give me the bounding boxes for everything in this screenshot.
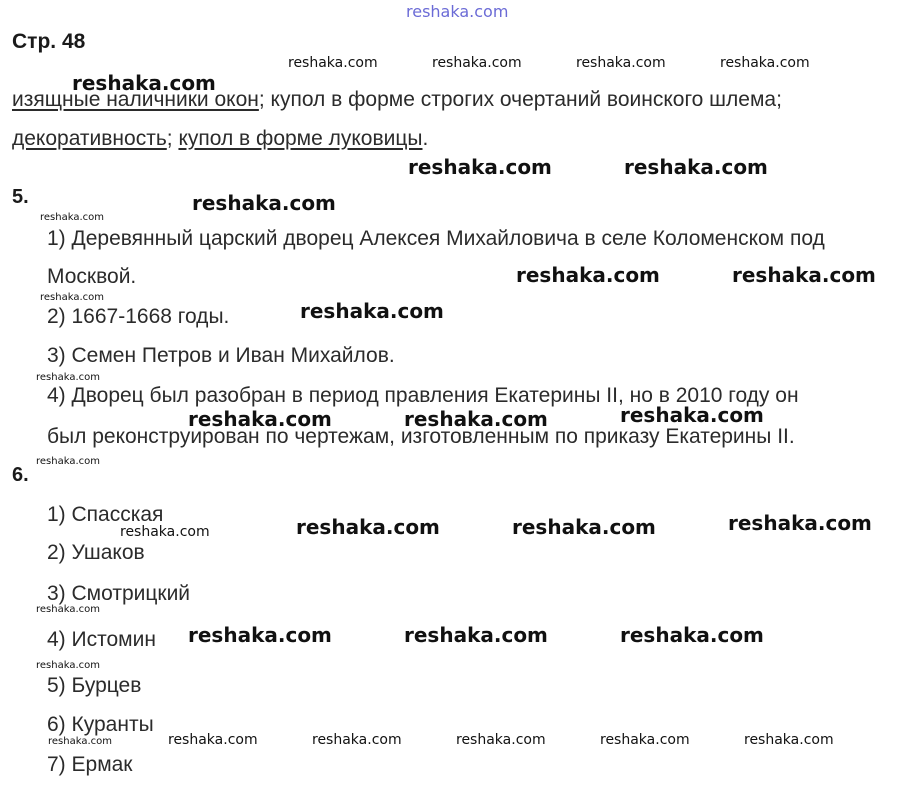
watermark: reshaka.com: [36, 660, 100, 671]
watermark: reshaka.com: [516, 263, 660, 287]
section-5-item: 1) Деревянный царский дворец Алексея Михайловича в селе Коломенском под: [47, 227, 825, 250]
intro-text-1: ; купол в форме строгих очертаний воинского шлема;: [258, 88, 782, 111]
intro-separator: ;: [166, 127, 179, 150]
watermark: reshaka.com: [72, 71, 216, 95]
section-5-item: 2) 1667-1668 годы.: [47, 305, 230, 328]
page-label: Стр. 48: [12, 30, 86, 53]
section-6-item: 1) Спасская: [47, 503, 164, 526]
watermark: reshaka.com: [36, 604, 100, 615]
section-6-item: 4) Истомин: [47, 628, 156, 651]
intro-end-punct: .: [422, 127, 429, 150]
watermark: reshaka.com: [188, 407, 332, 431]
watermark: reshaka.com: [720, 55, 810, 71]
section-6-item: 3) Смотрицкий: [47, 582, 191, 605]
watermark: reshaka.com: [312, 732, 402, 748]
watermark: reshaka.com: [620, 623, 764, 647]
section-5-item: был реконструирован по чертежам, изготовленным по приказу Екатерины II.: [47, 425, 795, 448]
watermark: reshaka.com: [576, 55, 666, 71]
watermark: reshaka.com: [408, 155, 552, 179]
watermark: reshaka.com: [40, 212, 104, 223]
section-5-item: 4) Дворец был разобран в период правления Екатерины II, но в 2010 году он: [47, 384, 799, 407]
watermark: reshaka.com: [192, 191, 336, 215]
watermark: reshaka.com: [432, 55, 522, 71]
section-5-number: 5.: [12, 186, 29, 208]
section-6-item: 6) Куранты: [47, 713, 154, 736]
watermark: reshaka.com: [744, 732, 834, 748]
watermark: reshaka.com: [168, 732, 258, 748]
watermark: reshaka.com: [456, 732, 546, 748]
section-6-number: 6.: [12, 464, 29, 486]
intro-underlined-phrase-2: декоративность: [12, 127, 167, 150]
watermark: reshaka.com: [404, 623, 548, 647]
watermark: reshaka.com: [296, 515, 440, 539]
watermark: reshaka.com: [620, 403, 764, 427]
watermark: reshaka.com: [288, 55, 378, 71]
section-5-item: 3) Семен Петров и Иван Михайлов.: [47, 344, 395, 367]
intro-line-2: [12, 127, 428, 151]
section-6-item: 2) Ушаков: [47, 541, 145, 564]
watermark: reshaka.com: [728, 511, 872, 535]
watermark: reshaka.com: [300, 299, 444, 323]
intro-underlined-phrase-1: изящные наличники окон: [12, 88, 259, 111]
watermark: reshaka.com: [36, 456, 100, 467]
intro-underlined-phrase-3: купол в форме луковицы: [178, 127, 423, 150]
watermark: reshaka.com: [120, 524, 210, 540]
watermark: reshaka.com: [36, 372, 100, 383]
watermark: reshaka.com: [600, 732, 690, 748]
watermark: reshaka.com: [624, 155, 768, 179]
section-5-item: Москвой.: [47, 265, 137, 288]
site-watermark: reshaka.com: [406, 2, 509, 21]
watermark: reshaka.com: [40, 292, 104, 303]
section-6-item: 5) Бурцев: [47, 674, 142, 697]
watermark: reshaka.com: [732, 263, 876, 287]
section-6-item: 7) Ермак: [47, 753, 133, 776]
watermark: reshaka.com: [512, 515, 656, 539]
watermark: reshaka.com: [48, 736, 112, 747]
watermark: reshaka.com: [188, 623, 332, 647]
watermark: reshaka.com: [404, 407, 548, 431]
